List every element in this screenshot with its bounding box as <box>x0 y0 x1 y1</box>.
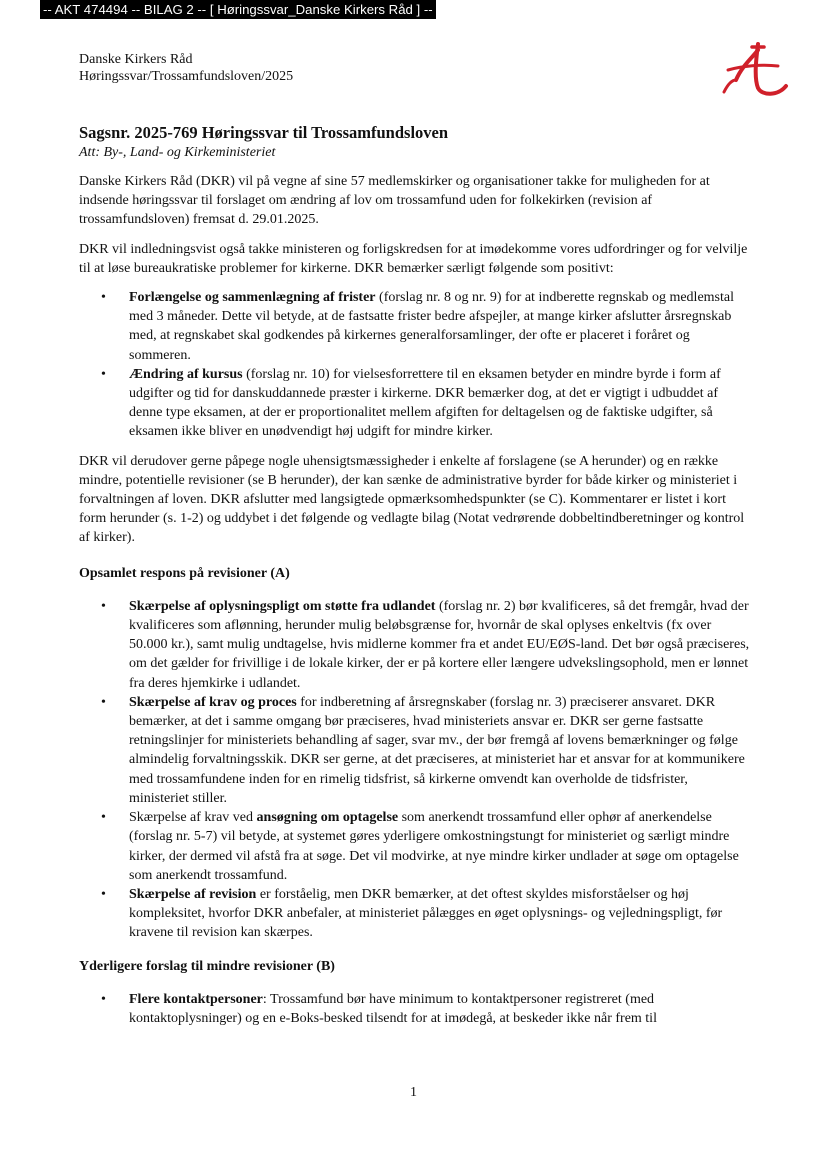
section-b-heading: Yderligere forslag til mindre revisioner (B) <box>79 958 335 974</box>
letter-body <box>79 123 751 1038</box>
list-item <box>79 990 751 1028</box>
page-number: 1 <box>410 1085 417 1100</box>
attention-line: Att: By-, Land- og Kirkeministeriet <box>79 145 276 160</box>
section-a-heading: Opsamlet respons på revisioner (A) <box>79 565 290 581</box>
list-item-bold: Skærpelse af revision <box>129 886 257 902</box>
intro-paragraph-2: DKR vil indledningsvist også takke ministeren og forligskredsen for at imødekomme vores udfordringer og for velvilje til at løse bureaukratiske problemer for kirkerne. DKR bemærker særligt følgende som positivt: <box>79 241 748 276</box>
document-title: Sagsnr. 2025-769 Høringssvar til Trossamfundsloven <box>79 123 449 142</box>
intro-paragraph-1: Danske Kirkers Råd (DKR) vil på vegne af sine 57 medlemskirker og organisationer takke for muligheden for at indsende høringssvar til forslaget om ændring af lov om trossamfund uden for folkekirken (revision af trossamfundsloven) fremsat d. 29.01.2025. <box>79 174 710 228</box>
list-item-text: som anerkendt trossamfund eller ophør af anerkendelse (forslag nr. 5-7) vil betyde, at systemet gøres yderligere omkostningstungt for ministeriet og særligt mindre kirker, der dermed vil afstå fra at søge. Det vil modvirke, at nye mindre kirker undlader at søge om optagelse som anerkendt trossamfund. <box>129 810 739 883</box>
list-item-text: (forslag nr. 8 og nr. 9) for at indberette regnskab og medlemstal med 3 måneder. Dette vil betyde, at de fastsatte frister bedre afspejler, at mange kirker afslutter årsregnskab med, at regnskabet skal godkendes på kirkernes generalforsamlinger, der ofte er placeret i foråret og sommeren. <box>129 290 734 363</box>
list-item-text: er forståelig, men DKR bemærker, at det oftest skyldes misforståelser og høj kompleksitet, hvorfor DKR anbefaler, at ministeriet pålægges en øget oplysnings- og vejledningspligt, før kravene til revision kan skærpes. <box>129 886 723 941</box>
list-item-bold: ansøgning om optagelse <box>256 810 399 826</box>
positives-list <box>79 288 751 442</box>
list-item-bold: Skærpelse af krav og proces <box>129 694 297 710</box>
list-item-bold: Flere kontaktpersoner <box>129 991 263 1007</box>
list-item-bold: Ændring af kursus <box>129 366 243 382</box>
list-item-text: (forslag nr. 2) bør kvalificeres, så det fremgår, hvad der kvalificeres som aflønning, herunder mulig beløbsgrænse for, hvornår de skal oplyses enkeltvis (fx over 50.000 kr.), samt mulig undtagelse, hvis midlerne kommer fra et andet EU/EØS-land. Det bør også præciseres, om det gælder for frivillige i de lokale kirker, der er på kortere eller længere udvekslingsophold, men er lønnet fra deres hjemkirke i udlandet. <box>129 598 750 691</box>
list-item-text: : Trossamfund bør have minimum to kontaktpersoner registreret (med kontaktoplysninger) og en e-Boks-besked tilsendt for at imødegå, at beskeder ikke når frem til <box>129 991 657 1026</box>
list-item <box>79 885 751 943</box>
section-b-list <box>79 990 751 1028</box>
list-item-text: (forslag nr. 10) for vielsesforrettere til en eksamen betyder en mindre byrde i form af udgifter og tid for danskuddannede præster i kirkerne. DKR bemærker dog, at det er vigtigt i udbuddet af denne type eksamen, at der er proportionalitet mellem afgiften for deltagelsen og de faktiske udgifter, så eksamen ikke bliver en unødvendigt høj udgift for mindre kirker. <box>129 366 721 440</box>
list-item-bold: Skærpelse af oplysningspligt om støtte fra udlandet <box>129 598 436 614</box>
dkr-logo-icon <box>722 40 790 98</box>
list-item-text: for indberetning af årsregnskaber (forslag nr. 3) præciserer ansvaret. DKR bemærker, at det i samme omgang bør præciseres, hvad ministeriets ansvar er. DKR ser gerne fastsatte retningslinjer for ministeriets behandling af sager, svar mv., der bør fremgå af lovens bemærkninger og følge almindelig forvaltningsskik. DKR ser gerne, at det præciseres, at ministeriet har et ansvar for at kommunikere med trossamfundene inden for en rimelig tidsfrist, så kirkerne omvendt kan overholde de tidsfrister, ministeriet stiller. <box>129 694 745 806</box>
document-reference: Høringssvar/Trossamfundsloven/2025 <box>79 69 294 84</box>
list-item <box>79 597 751 693</box>
section-a-list <box>79 597 751 943</box>
list-item <box>79 808 751 885</box>
document-banner: -- AKT 474494 -- BILAG 2 -- [ Høringssvar_Danske Kirkers Råd ] -- <box>40 0 436 19</box>
letter-header <box>79 51 293 85</box>
organisation-name: Danske Kirkers Råd <box>79 52 193 67</box>
list-item <box>79 288 751 365</box>
list-item-bold: Forlængelse og sammenlægning af frister <box>129 290 376 306</box>
list-item <box>79 365 751 442</box>
list-item <box>79 693 751 808</box>
middle-paragraph: DKR vil derudover gerne påpege nogle uhensigtsmæssigheder i enkelte af forslagene (se A herunder) og en række mindre, potentielle revisioner (se B herunder), der kan sænke de administrative byrder for både kirker og ministeriet i forvaltningen af loven. DKR afslutter med langsigtede opmærksomhedspunkter (se C). Kommentarer er listet i kort form herunder (s. 1-2) og uddybet i det følgende og vedlagte bilag (Notat vedrørende dobbeltindberetninger og kontrol af kirker). <box>79 453 745 546</box>
list-item-prefix: Skærpelse af krav ved <box>129 810 257 826</box>
